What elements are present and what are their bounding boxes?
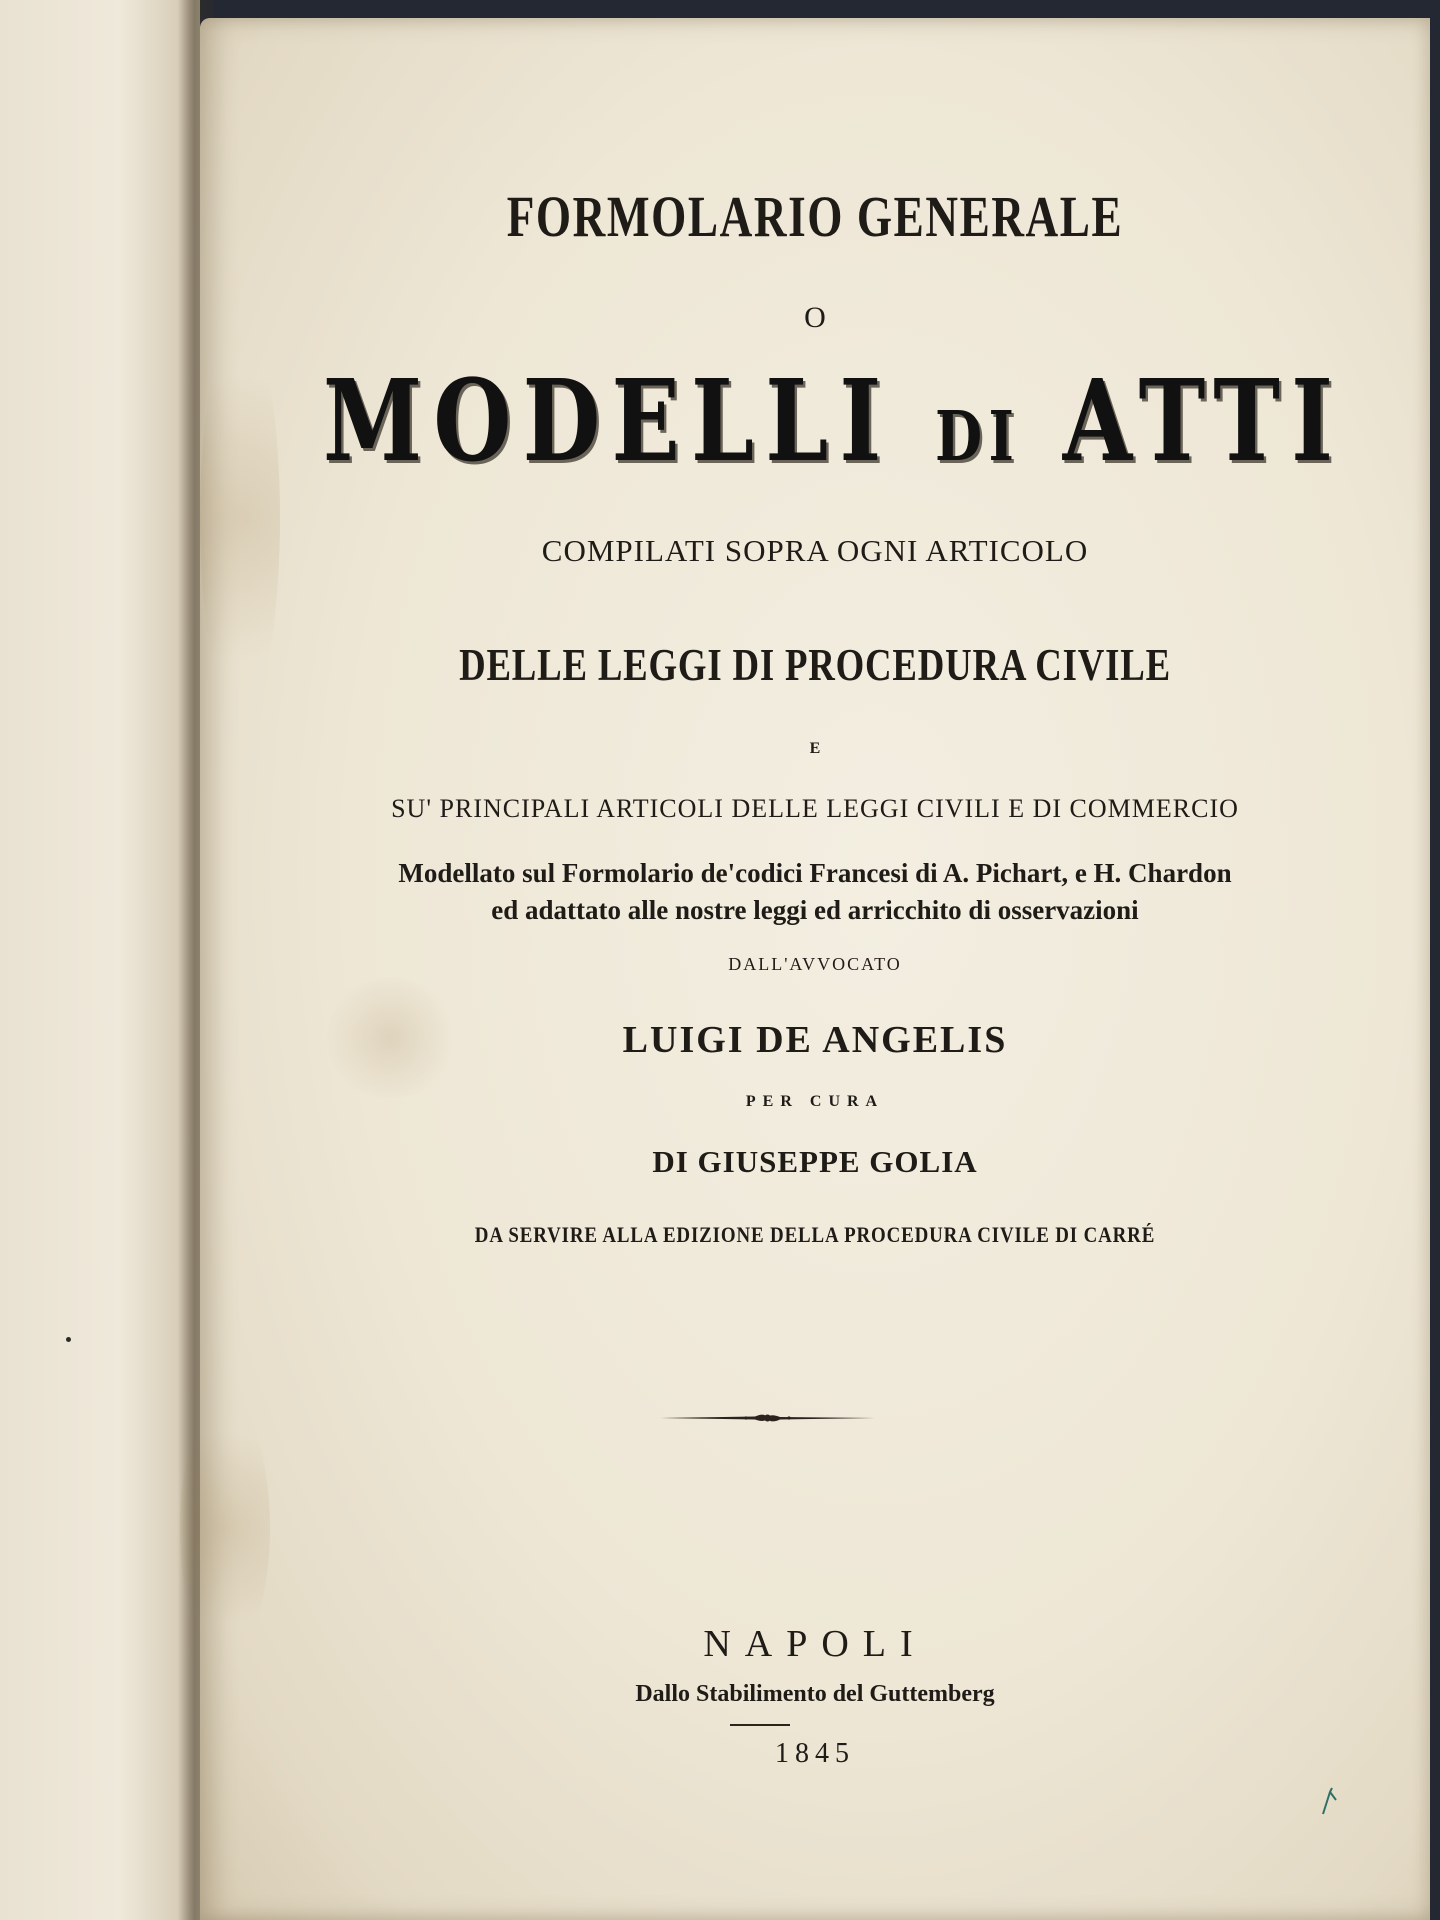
and-text: E bbox=[809, 740, 821, 757]
ink-mark-icon bbox=[1320, 1786, 1340, 1816]
main-title-word: ATTI bbox=[1062, 356, 1345, 487]
main-title-word: MODELLI bbox=[323, 356, 893, 487]
year: 1845 bbox=[775, 1738, 855, 1769]
ornament-divider-icon bbox=[660, 1408, 875, 1428]
edited-by-label: PER CURA bbox=[745, 1093, 885, 1110]
law-title: DELLE LEGGI DI PROCEDURA CIVILE bbox=[459, 639, 1171, 690]
model-note-line-1: Modellato sul Formolario de'codici Francesi di A. Pichart, e H. Chardon bbox=[398, 858, 1232, 888]
main-title bbox=[323, 356, 1345, 487]
title-page-sheet bbox=[200, 18, 1430, 1920]
conjunction-text: O bbox=[804, 301, 826, 334]
editor-name: DI GIUSEPPE GOLIA bbox=[652, 1144, 978, 1179]
subtitle: COMPILATI SOPRA OGNI ARTICOLO bbox=[541, 533, 1089, 568]
by-line: DALL'AVVOCATO bbox=[728, 954, 902, 974]
imprint-rule bbox=[730, 1724, 790, 1726]
title-page-content bbox=[200, 18, 1430, 1920]
model-note-line-2: ed adattato alle nostre leggi ed arricchito di osservazioni bbox=[491, 895, 1139, 925]
author-name: LUIGI DE ANGELIS bbox=[622, 1019, 1008, 1061]
publisher: Dallo Stabilimento del Guttemberg bbox=[635, 1681, 995, 1707]
city: NAPOLI bbox=[703, 1623, 927, 1665]
speck bbox=[66, 1337, 71, 1342]
title-line: FORMOLARIO GENERALE bbox=[506, 184, 1124, 249]
scope-text: SU' PRINCIPALI ARTICOLI DELLE LEGGI CIVILI E DI COMMERCIO bbox=[391, 794, 1239, 823]
purpose-text: DA SERVIRE ALLA EDIZIONE DELLA PROCEDURA CIVILE DI CARRÉ bbox=[474, 1222, 1156, 1247]
main-title-word: DI bbox=[934, 397, 1021, 477]
left-page-edge bbox=[0, 0, 200, 1920]
